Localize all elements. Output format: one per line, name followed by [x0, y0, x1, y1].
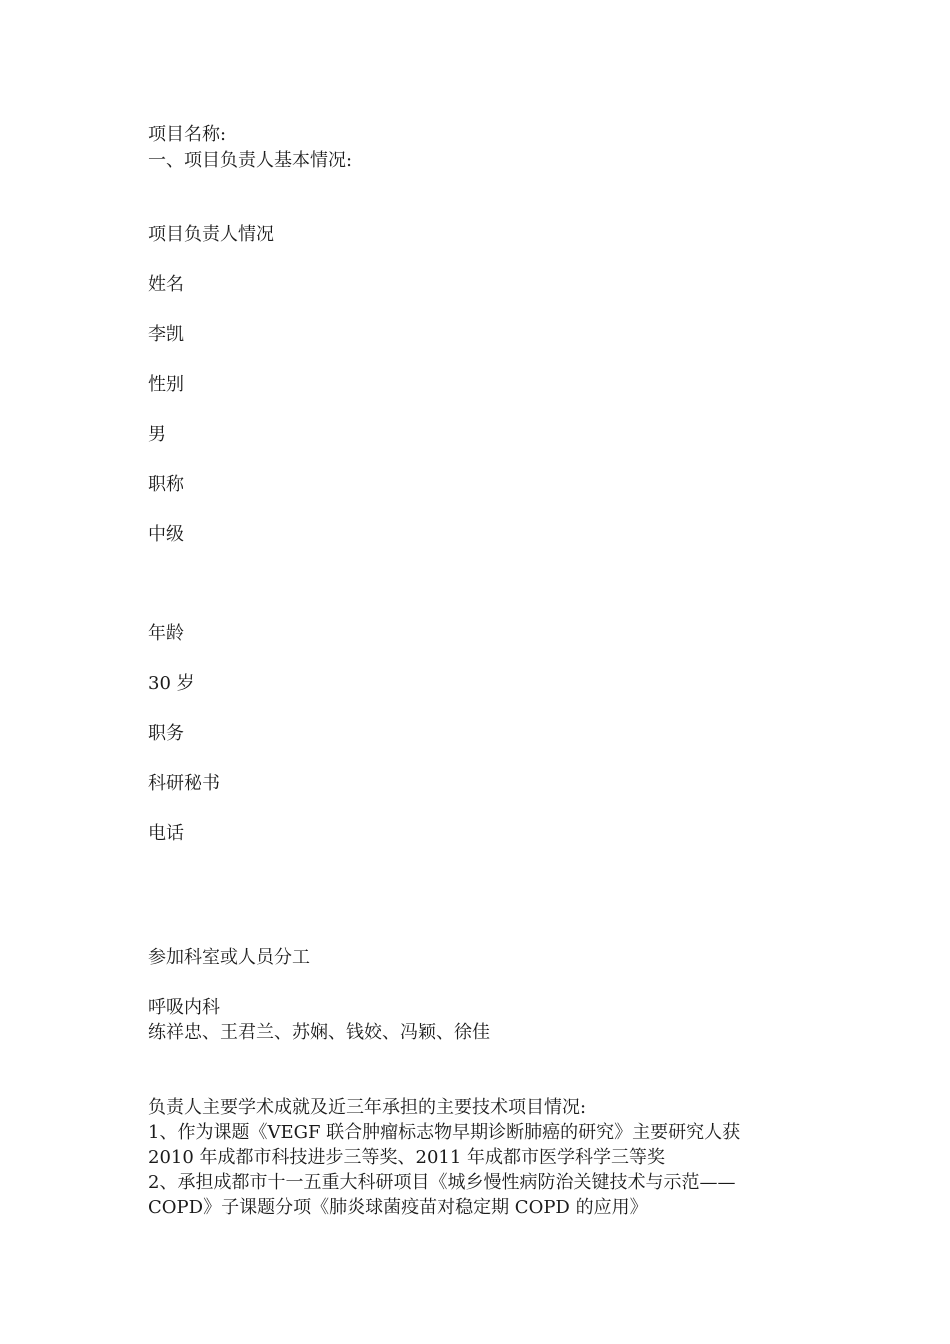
age-value: 30 岁: [148, 673, 195, 694]
phone-label: 电话: [148, 823, 184, 844]
project-name-label: 项目名称:: [148, 124, 227, 145]
department-label: 参加科室或人员分工: [148, 947, 310, 968]
gender-value: 男: [148, 424, 166, 445]
position-value: 科研秘书: [148, 773, 220, 794]
title-label: 职称: [148, 474, 184, 495]
title-value: 中级: [148, 524, 184, 545]
section1-title: 一、项目负责人基本情况:: [148, 150, 353, 171]
name-value: 李凯: [148, 324, 184, 345]
position-label: 职务: [148, 723, 184, 744]
achievement-item2-line1: 2、承担成都市十一五重大科研项目《城乡慢性病防治关键技术与示范——: [148, 1172, 736, 1193]
achievement-item2-line2: COPD》子课题分项《肺炎球菌疫苗对稳定期 COPD 的应用》: [148, 1197, 648, 1218]
age-label: 年龄: [148, 623, 184, 644]
name-label: 姓名: [148, 274, 184, 295]
achievements-heading: 负责人主要学术成就及近三年承担的主要技术项目情况:: [148, 1097, 587, 1118]
achievement-item1-line2: 2010 年成都市科技进步三等奖、2011 年成都市医学科学三等奖: [148, 1147, 666, 1168]
achievement-item1-line1: 1、作为课题《VEGF 联合肿瘤标志物早期诊断肺癌的研究》主要研究人获: [148, 1122, 741, 1143]
gender-label: 性别: [148, 374, 184, 395]
department-members: 练祥忠、王君兰、苏娴、钱姣、冯颖、徐佳: [148, 1022, 490, 1043]
leader-info-heading: 项目负责人情况: [148, 224, 274, 245]
department-name: 呼吸内科: [148, 997, 220, 1018]
